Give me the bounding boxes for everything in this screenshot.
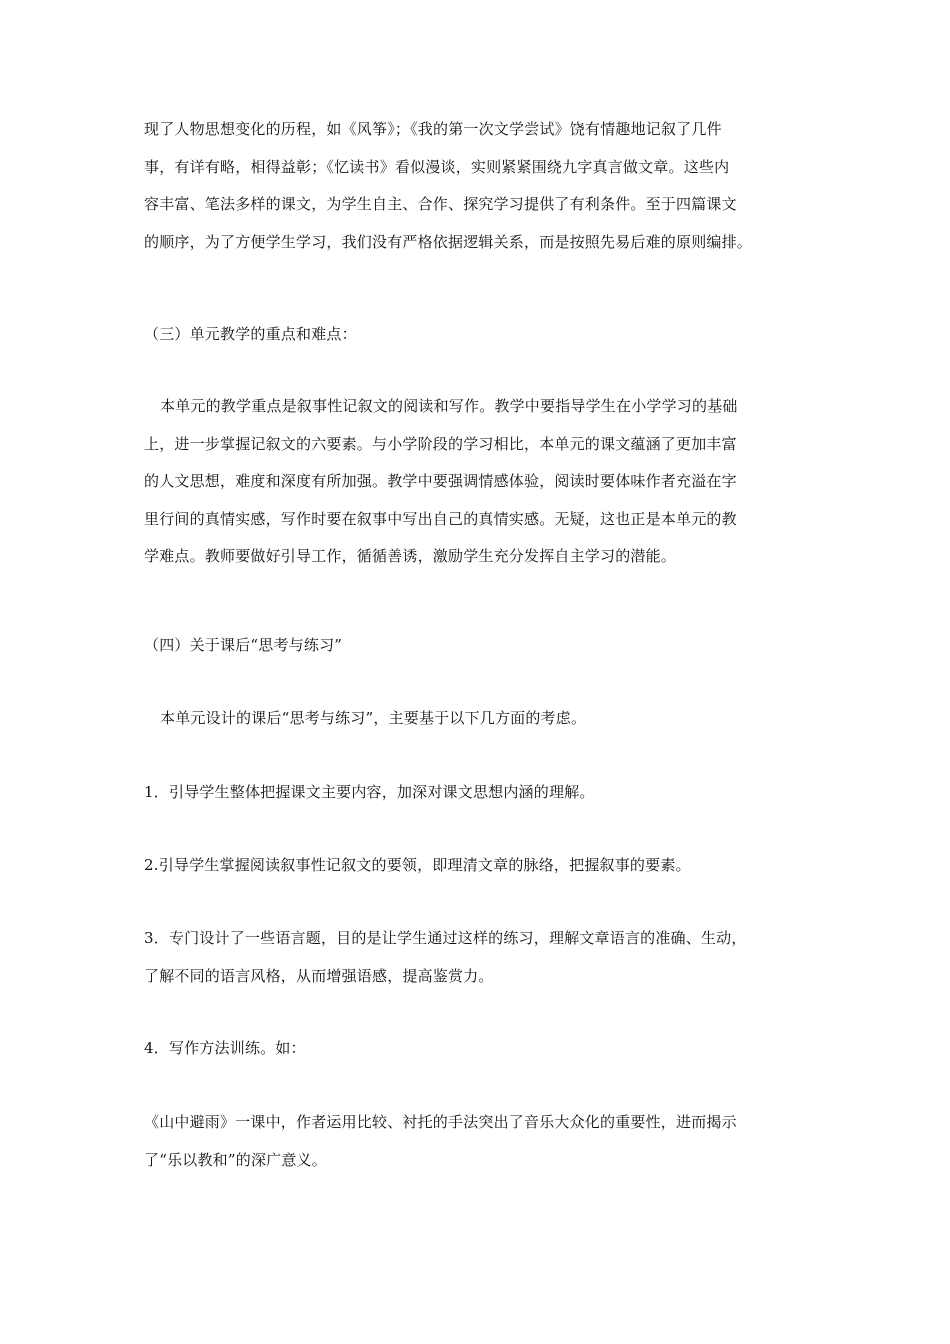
list-item-4 — [144, 1030, 812, 1068]
list-item-3 — [144, 920, 812, 995]
text-line: 《山中避雨》一课中，作者运用比较、衬托的手法突出了音乐大众化的重要性，进而揭示 — [144, 1113, 737, 1131]
text-line: 了解不同的语言风格，从而增强语感，提高鉴赏力。 — [144, 966, 494, 985]
text-line: 学难点。教师要做好引导工作，循循善诱，激励学生充分发挥自主学习的潜能。 — [144, 547, 677, 565]
text-line: 里行间的真情实感，写作时要在叙事中写出自己的真情实感。无疑，这也正是本单元的教 — [144, 509, 737, 528]
section-heading-4 — [144, 627, 812, 665]
text-line: 3．专门设计了一些语言题，目的是让学生通过这样的练习，理解文章语言的准确、生动， — [144, 929, 747, 947]
list-item-2 — [144, 847, 812, 885]
paragraph-exercises-intro — [144, 700, 812, 738]
section-heading-3 — [144, 316, 812, 354]
text-line: 的顺序，为了方便学生学习，我们没有严格依据逻辑关系，而是按照先易后难的原则编排。 — [144, 232, 753, 251]
text-line: 了“乐以教和”的深广意义。 — [144, 1150, 327, 1169]
paragraph-key-points — [144, 388, 812, 576]
text-line: 现了人物思想变化的历程，如《风筝》；《我的第一次文学尝试》饶有情趣地记叙了几件 — [144, 120, 722, 138]
text-line: 1．引导学生整体把握课文主要内容，加深对课文思想内涵的理解。 — [144, 783, 595, 801]
text-line: 事，有详有略，相得益彰；《忆读书》看似漫谈，实则紧紧围绕九字真言做文章。这些内 — [144, 157, 730, 176]
heading-text: （三）单元教学的重点和难点： — [144, 325, 357, 343]
list-item-1 — [144, 774, 812, 812]
text-line: 上，进一步掌握记叙文的六要素。与小学阶段的学习相比，本单元的课文蕴涵了更加丰富 — [144, 434, 737, 453]
text-line: 容丰富、笔法多样的课文，为学生自主、合作、探究学习提供了有利条件。至于四篇课文 — [144, 195, 737, 213]
paragraph-lesson-overview — [144, 111, 812, 261]
text-line: 本单元设计的课后“思考与练习”，主要基于以下几方面的考虑。 — [160, 709, 587, 727]
heading-text: （四）关于课后“思考与练习” — [144, 636, 343, 654]
text-line: 的人文思想，难度和深度有所加强。教学中要强调情感体验，阅读时要体味作者充溢在字 — [144, 472, 737, 490]
text-line: 本单元的教学重点是叙事性记叙文的阅读和写作。教学中要指导学生在小学学习的基础 — [160, 397, 738, 415]
text-line: 2.引导学生掌握阅读叙事性记叙文的要领，即理清文章的脉络，把握叙事的要素。 — [144, 856, 691, 874]
text-line: 4．写作方法训练。如： — [144, 1039, 306, 1057]
paragraph-example — [144, 1104, 812, 1179]
